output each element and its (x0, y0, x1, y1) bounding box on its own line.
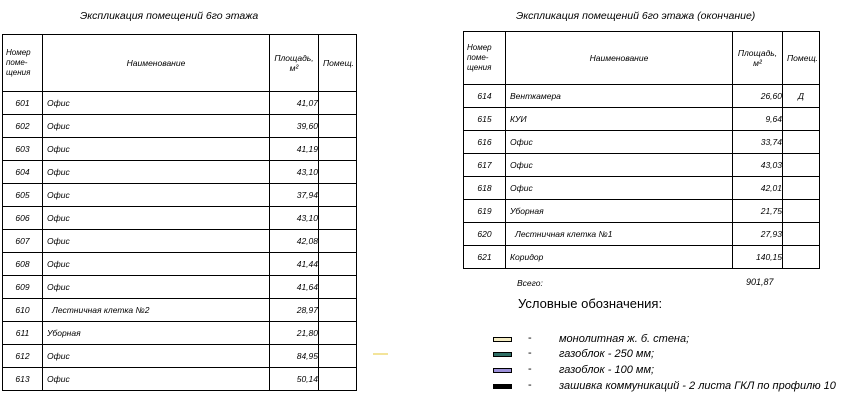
room-category-cell (319, 138, 357, 161)
room-category-cell (319, 207, 357, 230)
room-name-cell: Офис (506, 177, 733, 200)
room-number-cell: 617 (464, 154, 506, 177)
room-number-cell: 618 (464, 177, 506, 200)
table-row (464, 108, 820, 131)
table-header-row (464, 32, 820, 85)
legend-dash: - (528, 363, 532, 375)
left-table-title: Экспликация помещений 6го этажа (80, 10, 259, 22)
room-name-cell: Офис (43, 368, 270, 391)
room-area-cell: 43,10 (270, 207, 319, 230)
room-number-cell: 621 (464, 246, 506, 269)
header-area: Площадь, м² (270, 35, 319, 92)
room-area-cell: 43,03 (733, 154, 783, 177)
room-number-cell: 619 (464, 200, 506, 223)
table-row (464, 154, 820, 177)
room-name-cell: Офис (43, 184, 270, 207)
legend-text: монолитная ж. б. стена; (559, 333, 690, 345)
header-name: Наименование (43, 35, 270, 92)
room-name-cell: Офис (506, 131, 733, 154)
room-number-cell: 607 (3, 230, 43, 253)
room-name-cell: Офис (43, 138, 270, 161)
right-table-title: Экспликация помещений 6го этажа (окончание) (516, 10, 756, 22)
room-category-cell (783, 200, 820, 223)
table-row (3, 253, 357, 276)
room-number-cell: 620 (464, 223, 506, 246)
room-category-cell (783, 108, 820, 131)
room-category-cell (319, 368, 357, 391)
room-category-cell (319, 115, 357, 138)
legend-dash: - (528, 347, 532, 359)
room-name-cell: Офис (43, 253, 270, 276)
room-name-cell: Уборная (43, 322, 270, 345)
room-category-cell (319, 276, 357, 299)
room-number-cell: 606 (3, 207, 43, 230)
room-number-cell: 612 (3, 345, 43, 368)
room-name-cell: Коридор (506, 246, 733, 269)
header-category: Помещ. (783, 32, 820, 85)
room-name-cell: Офис (43, 207, 270, 230)
right-explication-table (463, 31, 820, 269)
room-area-cell: 27,93 (733, 223, 783, 246)
room-area-cell: 42,01 (733, 177, 783, 200)
room-category-cell (319, 92, 357, 115)
table-row (3, 207, 357, 230)
table-row (464, 200, 820, 223)
room-area-cell: 39,60 (270, 115, 319, 138)
room-number-cell: 605 (3, 184, 43, 207)
room-number-cell: 611 (3, 322, 43, 345)
room-number-cell: 602 (3, 115, 43, 138)
table-row (3, 115, 357, 138)
room-category-cell (783, 177, 820, 200)
left-explication-table (2, 34, 357, 391)
legend-item-monolithic-wall (493, 333, 844, 347)
header-name: Наименование (506, 32, 733, 85)
room-area-cell: 41,44 (270, 253, 319, 276)
legend-swatch (493, 368, 512, 373)
room-area-cell: 37,94 (270, 184, 319, 207)
room-name-cell: Офис (43, 92, 270, 115)
table-row (3, 368, 357, 391)
room-category-cell (319, 253, 357, 276)
room-area-cell: 41,64 (270, 276, 319, 299)
room-number-cell: 608 (3, 253, 43, 276)
header-number: Номер поме-щения (464, 32, 506, 85)
table-row (3, 322, 357, 345)
legend-swatch (493, 384, 512, 389)
room-category-cell (319, 345, 357, 368)
room-name-cell: Офис (43, 276, 270, 299)
room-category-cell (319, 161, 357, 184)
legend-item-communications-cladding (493, 380, 844, 394)
legend-dash: - (528, 379, 532, 391)
legend-dash: - (528, 332, 532, 344)
room-number-cell: 609 (3, 276, 43, 299)
room-area-cell: 21,80 (270, 322, 319, 345)
table-row (3, 230, 357, 253)
table-row (3, 345, 357, 368)
table-row (3, 299, 357, 322)
table-header-row (3, 35, 357, 92)
total-value: 901,87 (746, 277, 774, 287)
table-row (3, 276, 357, 299)
room-name-cell: Лестничная клетка №1 (506, 223, 733, 246)
total-label: Всего: (517, 278, 543, 288)
room-name-cell: Лестничная клетка №2 (43, 299, 270, 322)
room-name-cell: Офис (43, 115, 270, 138)
room-category-cell (319, 230, 357, 253)
decorative-mark (373, 353, 388, 355)
room-name-cell: Офис (43, 230, 270, 253)
table-row (464, 177, 820, 200)
room-category-cell (319, 322, 357, 345)
room-name-cell: Офис (506, 154, 733, 177)
room-category-cell (783, 131, 820, 154)
room-area-cell: 42,08 (270, 230, 319, 253)
room-area-cell: 43,10 (270, 161, 319, 184)
room-area-cell: 41,19 (270, 138, 319, 161)
room-area-cell: 50,14 (270, 368, 319, 391)
header-area: Площадь, м² (733, 32, 783, 85)
room-area-cell: 33,74 (733, 131, 783, 154)
room-category-cell (319, 184, 357, 207)
room-name-cell: Офис (43, 345, 270, 368)
room-area-cell: 28,97 (270, 299, 319, 322)
header-number: Номер поме-щения (3, 35, 43, 92)
room-name-cell: КУИ (506, 108, 733, 131)
legend-text: газоблок - 250 мм; (559, 348, 655, 360)
room-number-cell: 613 (3, 368, 43, 391)
table-row (3, 161, 357, 184)
room-category-cell (319, 299, 357, 322)
header-category: Помещ. (319, 35, 357, 92)
table-row (3, 92, 357, 115)
room-category-cell (783, 154, 820, 177)
room-number-cell: 616 (464, 131, 506, 154)
table-row (3, 138, 357, 161)
room-name-cell: Офис (43, 161, 270, 184)
room-area-cell: 21,75 (733, 200, 783, 223)
legend-title: Условные обозначения: (518, 296, 663, 311)
room-area-cell: 140,15 (733, 246, 783, 269)
room-number-cell: 610 (3, 299, 43, 322)
room-category-cell (783, 246, 820, 269)
legend-item-gasblock-100 (493, 364, 844, 378)
room-name-cell: Венткамера (506, 85, 733, 108)
room-area-cell: 84,95 (270, 345, 319, 368)
legend-swatch (493, 352, 512, 357)
room-number-cell: 601 (3, 92, 43, 115)
room-category-cell (783, 223, 820, 246)
legend-text: зашивка коммуникаций - 2 листа ГКЛ по профилю 10 (559, 380, 836, 392)
legend-item-gasblock-250 (493, 348, 844, 362)
room-number-cell: 603 (3, 138, 43, 161)
room-area-cell: 9,64 (733, 108, 783, 131)
room-area-cell: 41,07 (270, 92, 319, 115)
table-row (464, 85, 820, 108)
room-number-cell: 615 (464, 108, 506, 131)
table-row (3, 184, 357, 207)
room-area-cell: 26,60 (733, 85, 783, 108)
legend-swatch (493, 337, 512, 342)
room-number-cell: 604 (3, 161, 43, 184)
room-name-cell: Уборная (506, 200, 733, 223)
table-row (464, 131, 820, 154)
table-row (464, 246, 820, 269)
room-number-cell: 614 (464, 85, 506, 108)
table-row (464, 223, 820, 246)
legend-text: газоблок - 100 мм; (559, 364, 655, 376)
room-category-cell: Д (783, 85, 820, 108)
